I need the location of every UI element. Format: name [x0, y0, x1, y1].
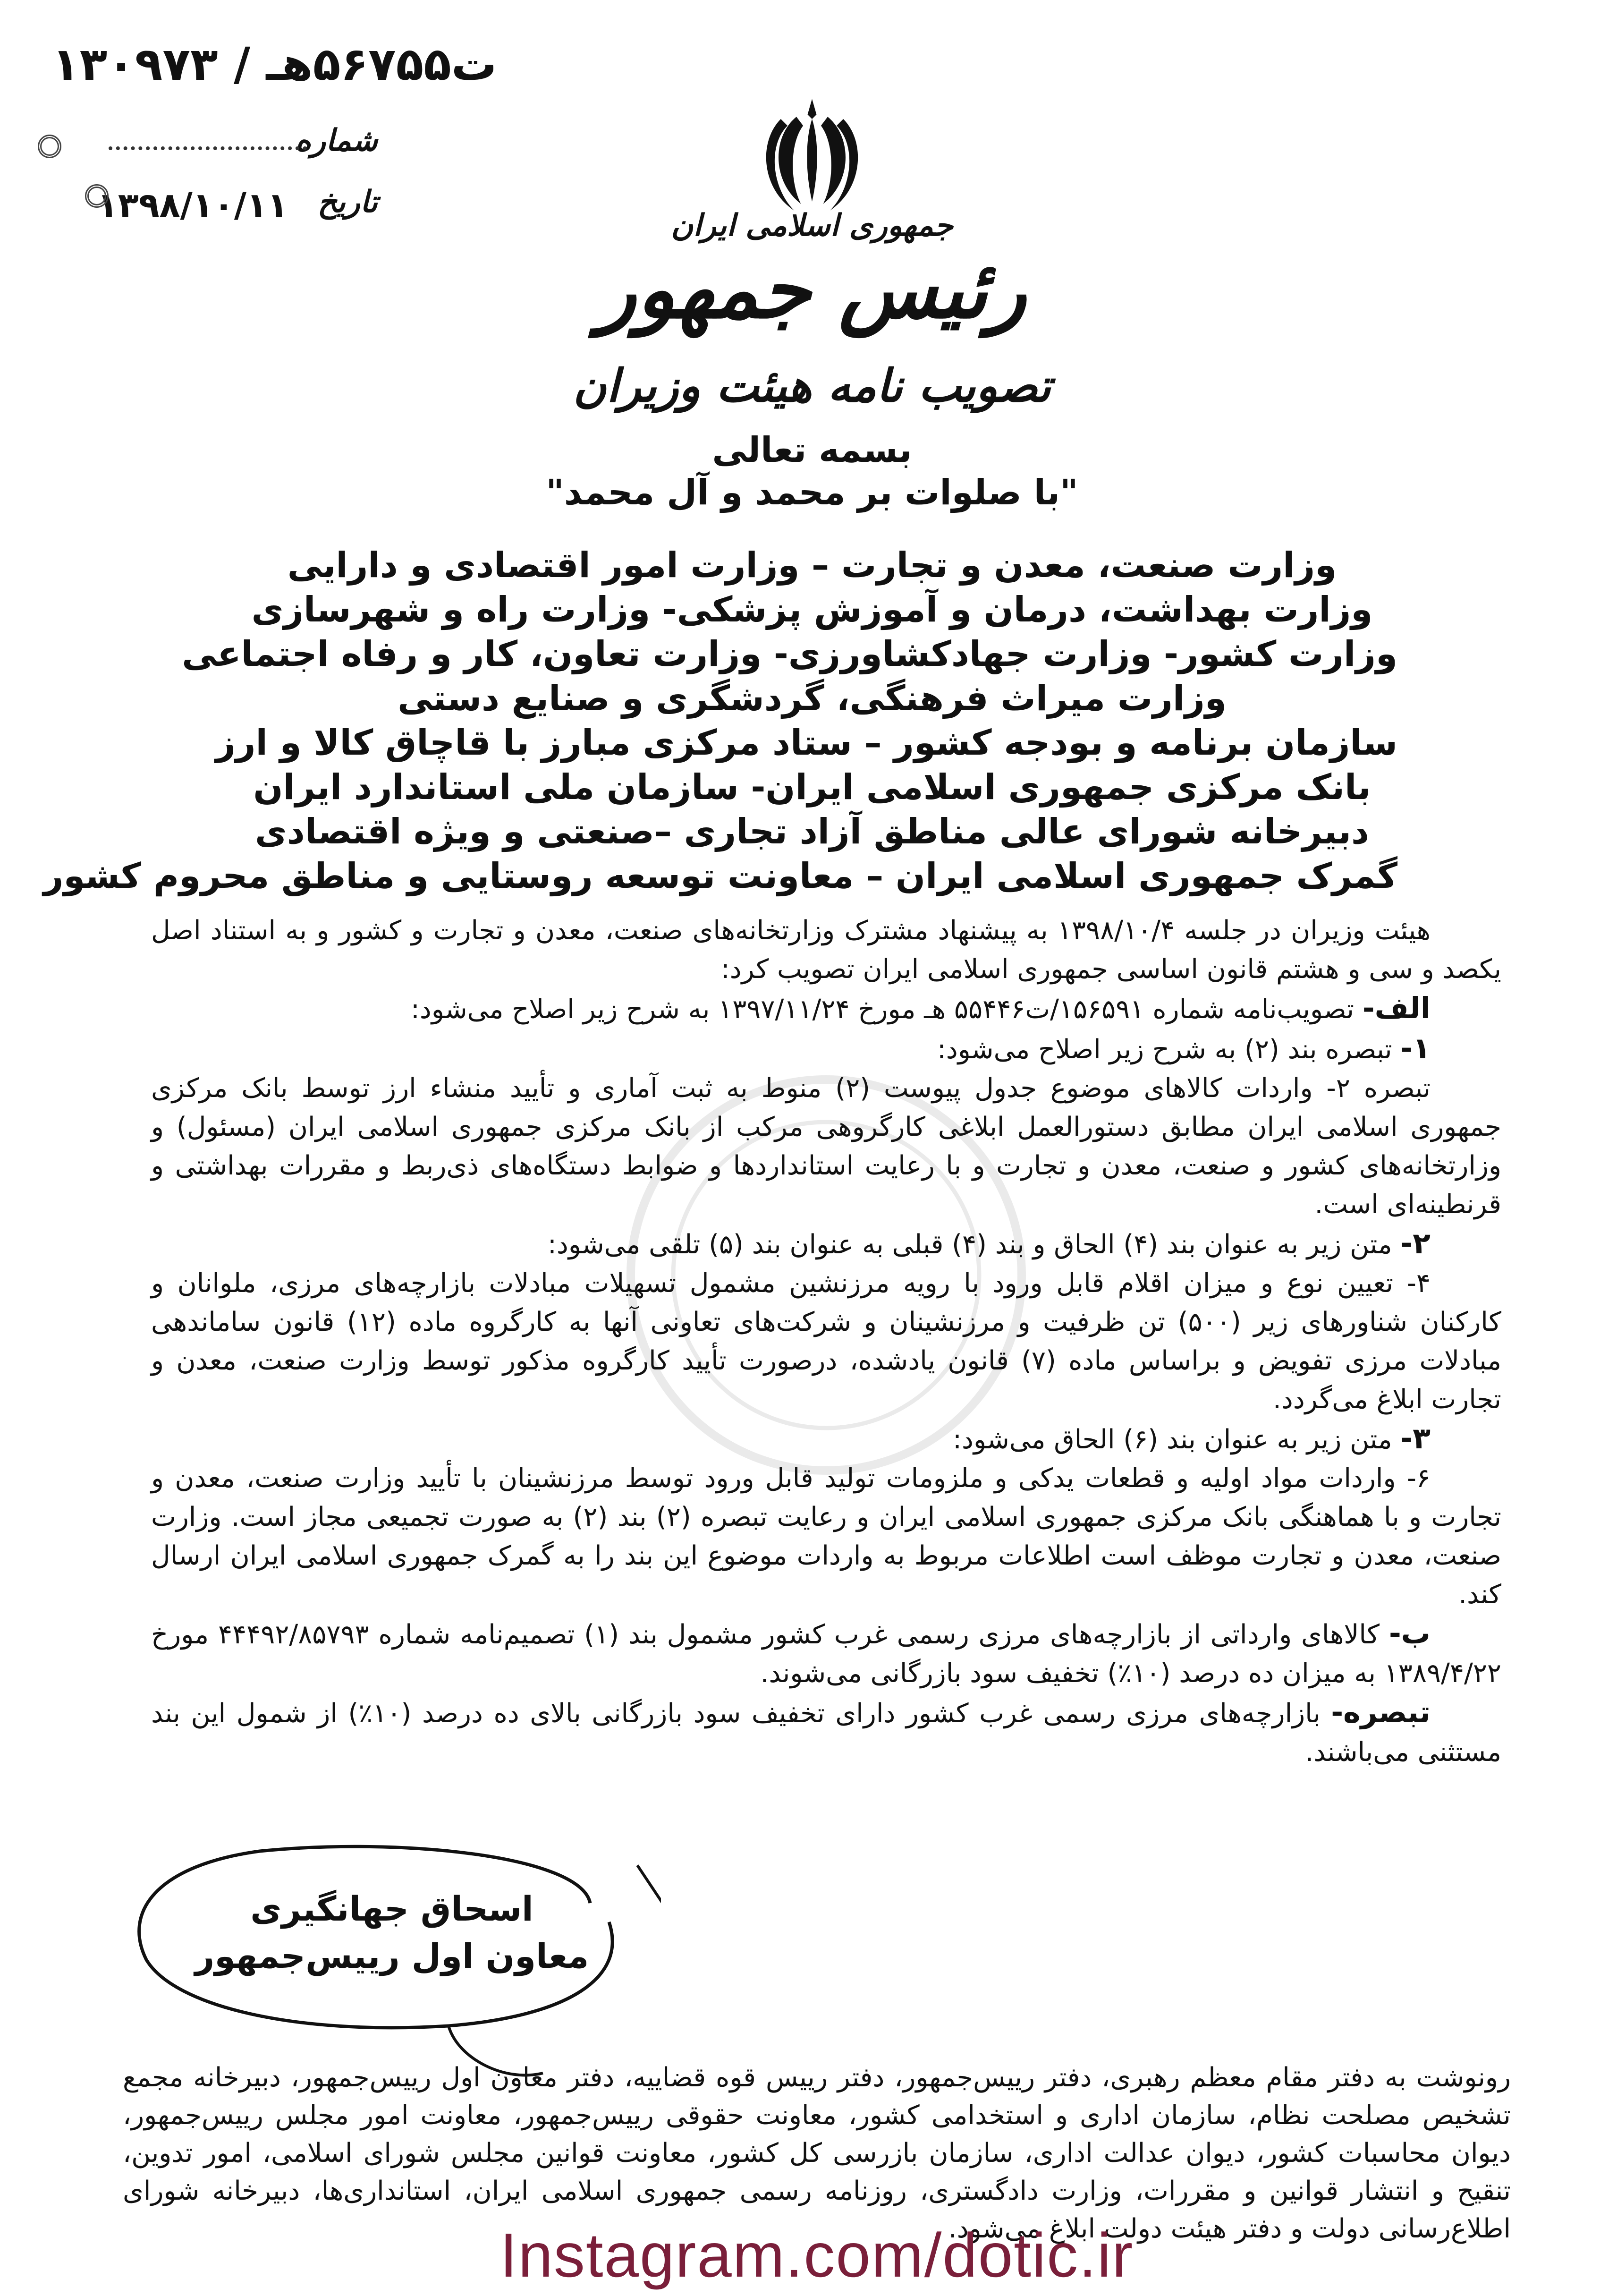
clause-alef-text: تصویب‌نامه شماره ۱۵۶۵۹۱/ت۵۵۴۴۶ هـ مورخ ۱۳۹۷/۱۱/۲۴ به شرح زیر اصلاح می‌شود:: [411, 994, 1355, 1025]
item-1-label: ۱-: [1400, 1031, 1431, 1065]
seal-dot-icon: [38, 135, 61, 158]
note-text: بازارچه‌های مرزی رسمی غرب کشور دارای تخفیف سود بازرگانی بالای ده درصد (۱۰٪) از شمول این بند مستثنی می‌باشند.: [151, 1698, 1501, 1768]
item-1: [151, 1029, 1501, 1069]
clause-4-paragraph: ۴- تعیین نوع و میزان اقلام قابل ورود با رویه مرزنشین مشمول تسهیلات مبادلات بازارچه‌های مرزی، ملوانان و کارکنان شناورهای زیر (۵۰۰) تن ظرفیت و مرزنشینان و شرکت‌های تعاونی آنها به کارگروه ماده (۱۲) قانون ساماندهی مبادلات مرزی تفویض و براساس ماده (۷) قانون یادشده، درصورت تأیید کارگروه مذکور توسط وزارت صنعت، معدن و تجارت ابلاغ می‌گردد.: [151, 1268, 1502, 1415]
clause-be-label: ب-: [1388, 1616, 1431, 1650]
decree-body: [151, 911, 1501, 1772]
recipient-line: سازمان برنامه و بودجه کشور – ستاد مرکزی مبارز با قاچاق کالا و ارز: [215, 723, 1397, 763]
letter-number: ت۵۶۷۵۵هـ / ۱۳۰۹۷۳: [52, 38, 497, 91]
emblem-icon: [755, 94, 869, 217]
document-type: تصویب نامه هیئت وزیران: [573, 359, 1051, 412]
item-3: [151, 1419, 1501, 1459]
office-name: رئیس جمهور: [597, 242, 1027, 337]
number-row: [38, 123, 378, 179]
seal-dot-icon: [85, 184, 109, 208]
number-label: شماره: [295, 123, 378, 158]
clause-be-text: کالاهای وارداتی از بازارچه‌های مرزی رسمی غرب کشور مشمول بند (۱) تصمیم‌نامه شماره ۴۴۴۹۲/۸۵۷۹۳ مورخ ۱۳۸۹/۴/۲۲ به میزان ده درصد (۱۰٪) تخفیف سود بازرگانی می‌شوند.: [151, 1619, 1501, 1689]
item-2: [151, 1224, 1501, 1264]
recipient-line: بانک مرکزی جمهوری اسلامی ایران- سازمان ملی استاندارد ایران: [253, 767, 1371, 808]
copies-distribution: رونوشت به دفتر مقام معظم رهبری، دفتر رییس‌جمهور، دفتر رییس قوه قضاییه، دفتر معاون اول رییس‌جمهور، دبیرخانه مجمع تشخیص مصلحت نظام، سازمان اداری و استخدامی کشور، معاونت حقوقی رییس‌جمهور، معاونت امور مجلس رییس‌جمهور، دیوان محاسبات کشور، دیوان عدالت اداری، سازمان بازرسی کل کشور، معاونت قوانین مجلس شورای اسلامی، امور تدوین، تنقیح و انتشار قوانین و مقررات، وزارت دادگستری، روزنامه رسمی جمهوری اسلامی ایران، استانداری‌ها، دبیرخانه شورای اطلاع‌رسانی دولت و دفتر هیئت دولت ابلاغ می‌شود.: [123, 2062, 1511, 2244]
clause-alef-label: الف-: [1362, 991, 1431, 1025]
number-dotted-line: [109, 146, 307, 150]
recipient-line: وزارت کشور- وزارت جهادکشاورزی- وزارت تعاون، کار و رفاه اجتماعی: [182, 634, 1397, 674]
signer-name: اسحاق جهانگیری: [250, 1889, 533, 1929]
note-paragraph: [151, 1693, 1501, 1772]
signer-title: معاون اول رییس‌جمهور: [195, 1936, 589, 1976]
country-name: جمهوری اسلامی ایران: [671, 208, 953, 243]
item-2-label: ۲-: [1400, 1226, 1431, 1260]
footer-watermark: Instagram.com/dotic.ir: [499, 2220, 1134, 2290]
clause-6-paragraph: ۶- واردات مواد اولیه و قطعات یدکی و ملزومات تولید قابل ورود توسط مرزنشینان با تأیید وزارت صنعت، معدن و تجارت و با هماهنگی بانک مرکزی جمهوری اسلامی ایران و رعایت تبصره (۲) بند (۲) به صورت تجمیعی مجاز است. وزارت صنعت، معدن و تجارت موظف است اطلاعات مربوط به واردات موضوع این بند را به گمرک جمهوری اسلامی ایران ارسال کند.: [151, 1463, 1501, 1610]
item-2-text: متن زیر به عنوان بند (۴) الحاق و بند (۴) قبلی به عنوان بند (۵) تلقی می‌شود:: [548, 1229, 1392, 1260]
recipient-line: وزارت بهداشت، درمان و آموزش پزشکی- وزارت راه و شهرسازی: [251, 589, 1373, 630]
item-3-label: ۳-: [1400, 1421, 1431, 1455]
recipient-line: وزارت میراث فرهنگی، گردشگری و صنایع دستی: [398, 678, 1227, 719]
note-label: تبصره-: [1331, 1695, 1431, 1729]
recipient-line: گمرک جمهوری اسلامی ایران – معاونت توسعه روستایی و مناطق محروم کشور: [43, 856, 1397, 896]
recipient-line: وزارت صنعت، معدن و تجارت – وزارت امور اقتصادی و دارایی: [287, 545, 1337, 586]
item-1-text: تبصره بند (۲) به شرح زیر اصلاح می‌شود:: [937, 1034, 1392, 1065]
intro-paragraph: هیئت وزیران در جلسه ۱۳۹۸/۱۰/۴ به پیشنهاد مشترک وزارتخانه‌های صنعت، معدن و تجارت و کشور و به استناد اصل یکصد و سی و هشتم قانون اساسی جمهوری اسلامی ایران تصویب کرد:: [151, 915, 1501, 985]
note-2-paragraph: تبصره ۲- واردات کالاهای موضوع جدول پیوست (۲) منوط به ثبت آماری و تأیید منشاء ارز توسط بانک مرکزی جمهوری اسلامی ایران مطابق دستورالعمل ابلاغی کارگروهی مرکب از بانک مرکزی جمهوری اسلامی ایران (مسئول) و وزارتخانه‌های کشور و صنعت، معدن و تجارت و با رعایت استانداردها و ضوابط دستگاه‌های ذی‌ربط و مقررات بهداشتی و قرنطینه‌ای است.: [151, 1073, 1501, 1220]
basmala: بسمه تعالی: [712, 430, 912, 470]
date-label: تاریخ: [317, 184, 378, 220]
date-value: ۱۳۹۸/۱۰/۱۱: [97, 185, 288, 225]
item-3-text: متن زیر به عنوان بند (۶) الحاق می‌شود:: [953, 1424, 1392, 1455]
salawat: "با صلوات بر محمد و آل محمد": [546, 472, 1078, 513]
clause-be: [151, 1614, 1501, 1693]
recipients-list: [43, 543, 1397, 898]
recipient-line: دبیرخانه شورای عالی مناطق آزاد تجاری –صنعتی و ویژه اقتصادی: [254, 811, 1369, 852]
clause-alef: [151, 989, 1501, 1029]
